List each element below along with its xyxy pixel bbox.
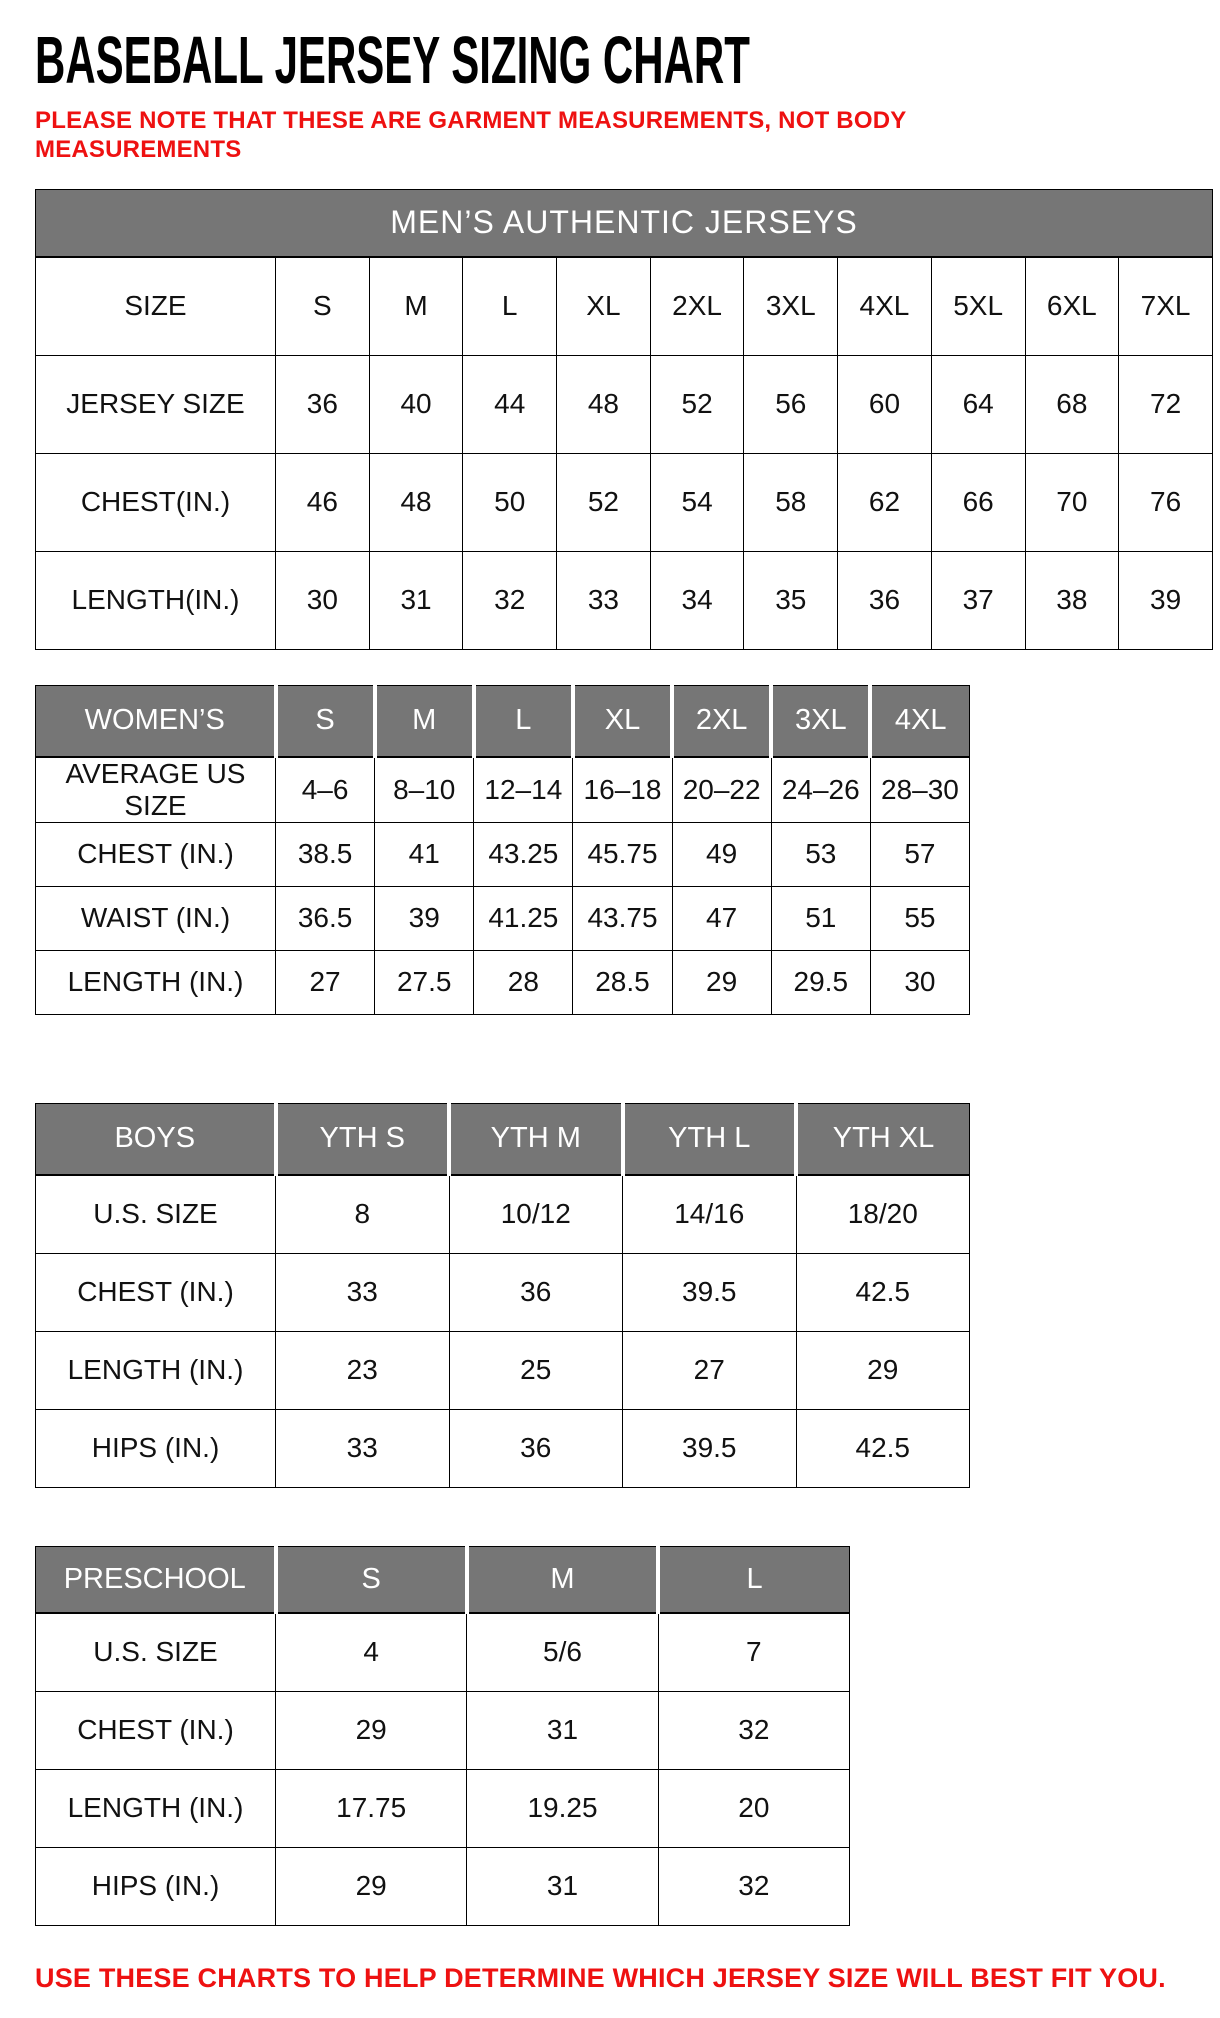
preschool-row-label-3: HIPS (IN.) (36, 1847, 276, 1925)
boys-row-label-0: U.S. SIZE (36, 1175, 276, 1254)
womens-col-header-4: 2XL (672, 685, 771, 757)
preschool-value-r3c2: 32 (658, 1847, 849, 1925)
womens-value-r3c6: 30 (870, 950, 969, 1014)
preschool-row-1 (36, 1691, 850, 1769)
womens-value-r1c0: 38.5 (276, 822, 375, 886)
mens-value-r0c3: XL (557, 257, 651, 356)
preschool-value-r3c1: 31 (467, 1847, 658, 1925)
womens-row-label-1: CHEST (IN.) (36, 822, 276, 886)
mens-table (35, 189, 1213, 650)
womens-value-r0c4: 20–22 (672, 757, 771, 823)
preschool-row-label-2: LENGTH (IN.) (36, 1769, 276, 1847)
mens-row-label-0: SIZE (36, 257, 276, 356)
womens-value-r2c4: 47 (672, 886, 771, 950)
womens-row-label-0: AVERAGE US SIZE (36, 757, 276, 823)
boys-col-header-0: YTH S (276, 1103, 450, 1175)
boys-row-1 (36, 1253, 970, 1331)
boys-col-header-3: YTH XL (796, 1103, 970, 1175)
boys-row-2 (36, 1331, 970, 1409)
boys-value-r2c3: 29 (796, 1331, 970, 1409)
page-title: BASEBALL JERSEY SIZING CHART (35, 22, 750, 98)
preschool-value-r2c2: 20 (658, 1769, 849, 1847)
womens-col-header-5: 3XL (771, 685, 870, 757)
womens-header-label: WOMEN’S (36, 685, 276, 757)
mens-value-r0c5: 3XL (744, 257, 838, 356)
boys-row-label-3: HIPS (IN.) (36, 1409, 276, 1487)
womens-value-r2c2: 41.25 (474, 886, 573, 950)
mens-value-r2c1: 48 (369, 453, 463, 551)
mens-value-r3c7: 37 (931, 551, 1025, 649)
womens-value-r3c5: 29.5 (771, 950, 870, 1014)
boys-value-r2c2: 27 (623, 1331, 797, 1409)
womens-value-r3c2: 28 (474, 950, 573, 1014)
womens-col-header-0: S (276, 685, 375, 757)
mens-value-r1c0: 36 (276, 355, 370, 453)
preschool-value-r1c2: 32 (658, 1691, 849, 1769)
boys-sizing-table (35, 1103, 1220, 1488)
preschool-row-label-1: CHEST (IN.) (36, 1691, 276, 1769)
boys-value-r1c1: 36 (449, 1253, 623, 1331)
boys-col-header-2: YTH L (623, 1103, 797, 1175)
preschool-value-r1c1: 31 (467, 1691, 658, 1769)
mens-value-r2c0: 46 (276, 453, 370, 551)
preschool-col-header-0: S (276, 1546, 467, 1613)
mens-value-r3c6: 36 (838, 551, 932, 649)
mens-value-r3c5: 35 (744, 551, 838, 649)
womens-value-r0c1: 8–10 (375, 757, 474, 823)
mens-value-r0c2: L (463, 257, 557, 356)
preschool-row-2 (36, 1769, 850, 1847)
preschool-value-r0c1: 5/6 (467, 1613, 658, 1692)
boys-value-r2c0: 23 (276, 1331, 450, 1409)
mens-value-r0c7: 5XL (931, 257, 1025, 356)
womens-sizing-table (35, 685, 1220, 1015)
preschool-sizing-table (35, 1546, 1220, 1926)
womens-value-r1c5: 53 (771, 822, 870, 886)
boys-value-r3c1: 36 (449, 1409, 623, 1487)
mens-row-1 (36, 355, 1213, 453)
mens-value-r1c5: 56 (744, 355, 838, 453)
mens-row-label-1: JERSEY SIZE (36, 355, 276, 453)
boys-row-0 (36, 1175, 970, 1254)
womens-row-3 (36, 950, 970, 1014)
boys-value-r0c0: 8 (276, 1175, 450, 1254)
boys-value-r3c0: 33 (276, 1409, 450, 1487)
boys-value-r1c0: 33 (276, 1253, 450, 1331)
preschool-row-3 (36, 1847, 850, 1925)
womens-col-header-3: XL (573, 685, 672, 757)
preschool-value-r1c0: 29 (276, 1691, 467, 1769)
womens-value-r2c5: 51 (771, 886, 870, 950)
mens-value-r2c9: 76 (1119, 453, 1213, 551)
mens-value-r3c0: 30 (276, 551, 370, 649)
boys-value-r3c3: 42.5 (796, 1409, 970, 1487)
womens-row-label-3: LENGTH (IN.) (36, 950, 276, 1014)
preschool-row-label-0: U.S. SIZE (36, 1613, 276, 1692)
mens-row-0 (36, 257, 1213, 356)
womens-row-2 (36, 886, 970, 950)
mens-value-r0c4: 2XL (650, 257, 744, 356)
mens-value-r1c6: 60 (838, 355, 932, 453)
womens-value-r1c1: 41 (375, 822, 474, 886)
footer-note: USE THESE CHARTS TO HELP DETERMINE WHICH JERSEY SIZE WILL BEST FIT YOU. (35, 1962, 1166, 1993)
womens-value-r0c3: 16–18 (573, 757, 672, 823)
womens-value-r2c6: 55 (870, 886, 969, 950)
mens-row-3 (36, 551, 1213, 649)
womens-value-r1c6: 57 (870, 822, 969, 886)
boys-row-label-1: CHEST (IN.) (36, 1253, 276, 1331)
womens-col-header-6: 4XL (870, 685, 969, 757)
mens-row-2 (36, 453, 1213, 551)
mens-value-r1c1: 40 (369, 355, 463, 453)
mens-value-r1c4: 52 (650, 355, 744, 453)
boys-value-r1c2: 39.5 (623, 1253, 797, 1331)
boys-col-header-1: YTH M (449, 1103, 623, 1175)
mens-value-r2c5: 58 (744, 453, 838, 551)
mens-value-r3c4: 34 (650, 551, 744, 649)
mens-value-r1c3: 48 (557, 355, 651, 453)
womens-row-label-2: WAIST (IN.) (36, 886, 276, 950)
mens-value-r3c9: 39 (1119, 551, 1213, 649)
mens-banner: MEN’S AUTHENTIC JERSEYS (36, 189, 1213, 257)
mens-value-r2c8: 70 (1025, 453, 1119, 551)
preschool-value-r0c2: 7 (658, 1613, 849, 1692)
boys-value-r0c1: 10/12 (449, 1175, 623, 1254)
preschool-value-r3c0: 29 (276, 1847, 467, 1925)
womens-col-header-2: L (474, 685, 573, 757)
boys-value-r1c3: 42.5 (796, 1253, 970, 1331)
preschool-header-label: PRESCHOOL (36, 1546, 276, 1613)
mens-value-r0c0: S (276, 257, 370, 356)
mens-value-r3c3: 33 (557, 551, 651, 649)
mens-value-r1c8: 68 (1025, 355, 1119, 453)
mens-value-r1c7: 64 (931, 355, 1025, 453)
mens-value-r3c8: 38 (1025, 551, 1119, 649)
womens-value-r2c0: 36.5 (276, 886, 375, 950)
mens-value-r2c7: 66 (931, 453, 1025, 551)
womens-value-r3c4: 29 (672, 950, 771, 1014)
mens-value-r3c2: 32 (463, 551, 557, 649)
mens-value-r2c3: 52 (557, 453, 651, 551)
womens-value-r1c2: 43.25 (474, 822, 573, 886)
preschool-value-r2c0: 17.75 (276, 1769, 467, 1847)
mens-value-r2c2: 50 (463, 453, 557, 551)
womens-value-r3c0: 27 (276, 950, 375, 1014)
preschool-row-0 (36, 1613, 850, 1692)
mens-row-label-3: LENGTH(IN.) (36, 551, 276, 649)
preschool-value-r0c0: 4 (276, 1613, 467, 1692)
mens-value-r0c6: 4XL (838, 257, 932, 356)
mens-value-r1c2: 44 (463, 355, 557, 453)
mens-value-r2c4: 54 (650, 453, 744, 551)
garment-measurements-note: PLEASE NOTE THAT THESE ARE GARMENT MEASUREMENTS, NOT BODY MEASUREMENTS (35, 107, 907, 164)
boys-value-r0c3: 18/20 (796, 1175, 970, 1254)
womens-row-1 (36, 822, 970, 886)
womens-value-r1c4: 49 (672, 822, 771, 886)
mens-value-r0c8: 6XL (1025, 257, 1119, 356)
womens-value-r2c3: 43.75 (573, 886, 672, 950)
womens-col-header-1: M (375, 685, 474, 757)
boys-row-3 (36, 1409, 970, 1487)
mens-value-r0c1: M (369, 257, 463, 356)
boys-value-r3c2: 39.5 (623, 1409, 797, 1487)
womens-table (35, 685, 970, 1015)
boys-header-label: BOYS (36, 1103, 276, 1175)
mens-value-r2c6: 62 (838, 453, 932, 551)
preschool-value-r2c1: 19.25 (467, 1769, 658, 1847)
womens-value-r3c1: 27.5 (375, 950, 474, 1014)
boys-value-r2c1: 25 (449, 1331, 623, 1409)
womens-row-0 (36, 757, 970, 823)
mens-value-r3c1: 31 (369, 551, 463, 649)
womens-value-r3c3: 28.5 (573, 950, 672, 1014)
womens-value-r0c6: 28–30 (870, 757, 969, 823)
womens-value-r0c5: 24–26 (771, 757, 870, 823)
preschool-table (35, 1546, 850, 1926)
boys-value-r0c2: 14/16 (623, 1175, 797, 1254)
boys-row-label-2: LENGTH (IN.) (36, 1331, 276, 1409)
womens-value-r0c2: 12–14 (474, 757, 573, 823)
mens-sizing-table (35, 189, 1220, 650)
womens-value-r1c3: 45.75 (573, 822, 672, 886)
womens-value-r0c0: 4–6 (276, 757, 375, 823)
mens-row-label-2: CHEST(IN.) (36, 453, 276, 551)
mens-value-r0c9: 7XL (1119, 257, 1213, 356)
womens-value-r2c1: 39 (375, 886, 474, 950)
mens-value-r1c9: 72 (1119, 355, 1213, 453)
boys-table (35, 1103, 970, 1488)
preschool-col-header-2: L (658, 1546, 849, 1613)
preschool-col-header-1: M (467, 1546, 658, 1613)
